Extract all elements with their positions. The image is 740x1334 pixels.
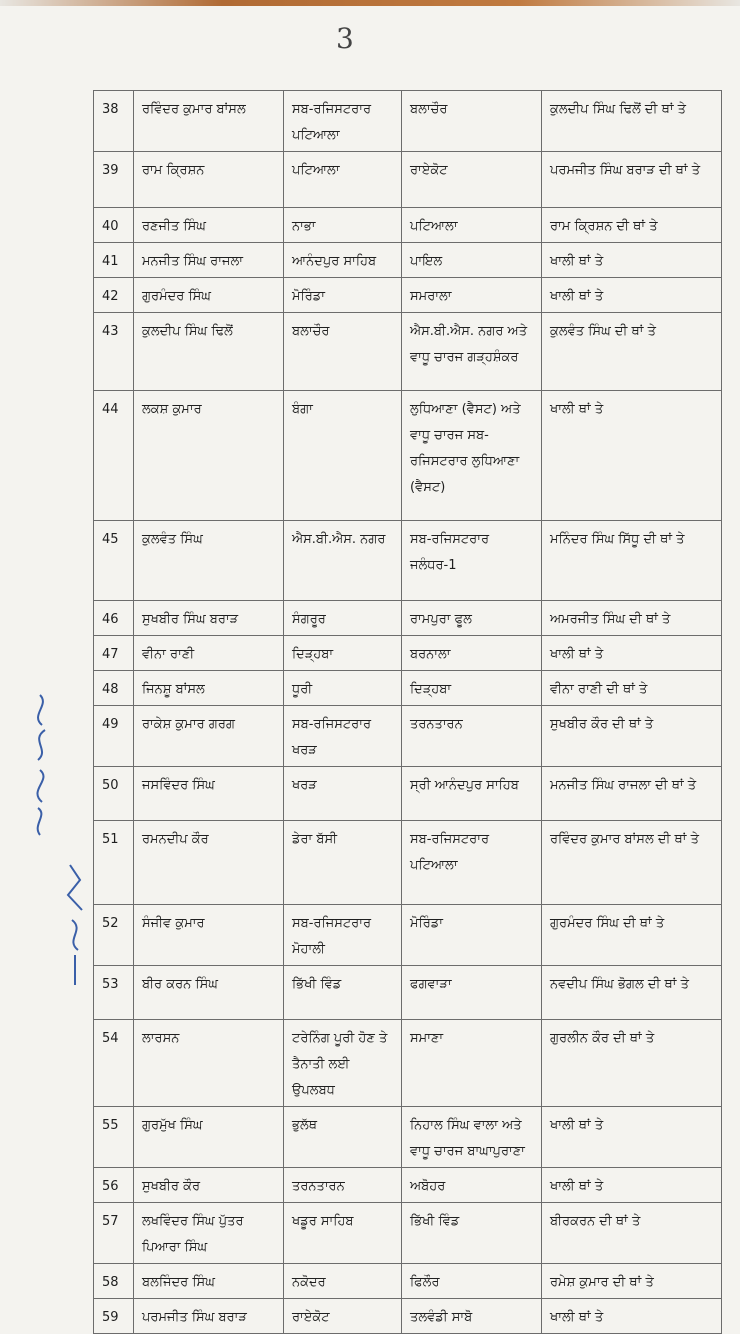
remarks-cell: ਖਾਲੀ ਥਾਂ ਤੇ [542,391,722,521]
table-row [94,636,722,671]
table-row [94,671,722,706]
remarks-cell: ਪਰਮਜੀਤ ਸਿੰਘ ਬਰਾੜ ਦੀ ਥਾਂ ਤੇ [542,152,722,208]
remarks-cell: ਗੁਰਲੀਨ ਕੌਰ ਦੀ ਥਾਂ ਤੇ [542,1020,722,1107]
to-station-cell: ਮੋਰਿੰਡਾ [402,905,542,966]
to-station-cell: ਤਲਵੰਡੀ ਸਾਬੋ [402,1299,542,1334]
table-row [94,767,722,821]
to-station-cell: ਭਿੱਖੀ ਵਿੰਡ [402,1203,542,1264]
from-station-cell: ਸਬ-ਰਜਿਸਟਰਾਰ ਖਰੜ [284,706,402,767]
remarks-cell: ਰਾਮ ਕ੍ਰਿਸ਼ਨ ਦੀ ਥਾਂ ਤੇ [542,208,722,243]
serial-cell: 38 [94,91,134,152]
table-row [94,313,722,391]
to-station-cell: ਦਿੜ੍ਹਬਾ [402,671,542,706]
table-row [94,208,722,243]
name-cell: ਬੀਰ ਕਰਨ ਸਿੰਘ [134,966,284,1020]
to-station-cell: ਬਰਨਾਲਾ [402,636,542,671]
name-cell: ਸੁਖਬੀਰ ਕੌਰ [134,1168,284,1203]
from-station-cell: ਭਿੱਖੀ ਵਿੰਡ [284,966,402,1020]
margin-initials [60,860,90,990]
from-station-cell: ਆਨੰਦਪੁਰ ਸਾਹਿਬ [284,243,402,278]
table-row [94,966,722,1020]
top-edge-strip [0,0,740,6]
to-station-cell: ਐਸ.ਬੀ.ਐਸ. ਨਗਰ ਅਤੇ ਵਾਧੂ ਚਾਰਜ ਗੜ੍ਹਸ਼ੰਕਰ [402,313,542,391]
table-row [94,601,722,636]
from-station-cell: ਡੇਰਾ ਬੱਸੀ [284,821,402,905]
name-cell: ਸੰਜੀਵ ਕੁਮਾਰ [134,905,284,966]
from-station-cell: ਸਬ-ਰਜਿਸਟਰਾਰ ਪਟਿਆਲਾ [284,91,402,152]
from-station-cell: ਮੋਰਿੰਡਾ [284,278,402,313]
name-cell: ਜਿਨਸ਼ੂ ਬਾਂਸਲ [134,671,284,706]
serial-cell: 55 [94,1107,134,1168]
name-cell: ਰਣਜੀਤ ਸਿੰਘ [134,208,284,243]
serial-cell: 45 [94,521,134,601]
from-station-cell: ਰਾਏਕੋਟ [284,1299,402,1334]
to-station-cell: ਸਮਰਾਲਾ [402,278,542,313]
from-station-cell: ਐਸ.ਬੀ.ਐਸ. ਨਗਰ [284,521,402,601]
table-row [94,1299,722,1334]
remarks-cell: ਖਾਲੀ ਥਾਂ ਤੇ [542,1107,722,1168]
name-cell: ਗੁਰਮੰਦਰ ਸਿੰਘ [134,278,284,313]
remarks-cell: ਕੁਲਦੀਪ ਸਿੰਘ ਢਿਲੋਂ ਦੀ ਥਾਂ ਤੇ [542,91,722,152]
name-cell: ਕੁਲਦੀਪ ਸਿੰਘ ਢਿਲੋਂ [134,313,284,391]
table-row [94,278,722,313]
remarks-cell: ਖਾਲੀ ਥਾਂ ਤੇ [542,243,722,278]
table-row [94,1168,722,1203]
name-cell: ਕੁਲਵੰਤ ਸਿੰਘ [134,521,284,601]
serial-cell: 59 [94,1299,134,1334]
remarks-cell: ਖਾਲੀ ਥਾਂ ਤੇ [542,1299,722,1334]
to-station-cell: ਤਰਨਤਾਰਨ [402,706,542,767]
to-station-cell: ਪਟਿਆਲਾ [402,208,542,243]
serial-cell: 52 [94,905,134,966]
remarks-cell: ਅਮਰਜੀਤ ਸਿੰਘ ਦੀ ਥਾਂ ਤੇ [542,601,722,636]
remarks-cell: ਮਨਜੀਤ ਸਿੰਘ ਰਾਜਲਾ ਦੀ ਥਾਂ ਤੇ [542,767,722,821]
table-row [94,1264,722,1299]
name-cell: ਪਰਮਜੀਤ ਸਿੰਘ ਬਰਾੜ [134,1299,284,1334]
remarks-cell: ਸੁਖਬੀਰ ਕੌਰ ਦੀ ਥਾਂ ਤੇ [542,706,722,767]
table-row [94,706,722,767]
serial-cell: 58 [94,1264,134,1299]
from-station-cell: ਨਕੋਦਰ [284,1264,402,1299]
name-cell: ਲਖਵਿੰਦਰ ਸਿੰਘ ਪੁੱਤਰ ਪਿਆਰਾ ਸਿੰਘ [134,1203,284,1264]
table-row [94,91,722,152]
to-station-cell: ਸਬ-ਰਜਿਸਟਰਾਰ ਪਟਿਆਲਾ [402,821,542,905]
remarks-cell: ਵੀਨਾ ਰਾਣੀ ਦੀ ਥਾਂ ਤੇ [542,671,722,706]
name-cell: ਸੁਖਬੀਰ ਸਿੰਘ ਬਰਾੜ [134,601,284,636]
name-cell: ਲਕਸ਼ ਕੁਮਾਰ [134,391,284,521]
table-row [94,821,722,905]
from-station-cell: ਬਲਾਚੌਰ [284,313,402,391]
serial-cell: 41 [94,243,134,278]
from-station-cell: ਨਾਭਾ [284,208,402,243]
from-station-cell: ਧੂਰੀ [284,671,402,706]
table-row [94,905,722,966]
from-station-cell: ਤਰਨਤਾਰਨ [284,1168,402,1203]
from-station-cell: ਪਟਿਆਲਾ [284,152,402,208]
serial-cell: 54 [94,1020,134,1107]
name-cell: ਰਵਿੰਦਰ ਕੁਮਾਰ ਬਾਂਸਲ [134,91,284,152]
name-cell: ਬਲਜਿੰਦਰ ਸਿੰਘ [134,1264,284,1299]
serial-cell: 51 [94,821,134,905]
transfer-table [93,90,722,1334]
table-row [94,391,722,521]
serial-cell: 39 [94,152,134,208]
from-station-cell: ਸੰਗਰੂਰ [284,601,402,636]
serial-cell: 49 [94,706,134,767]
from-station-cell: ਦਿੜ੍ਹਬਾ [284,636,402,671]
to-station-cell: ਅਬੋਹਰ [402,1168,542,1203]
name-cell: ਰਾਮ ਕ੍ਰਿਸ਼ਨ [134,152,284,208]
to-station-cell: ਰਾਮਪੁਰਾ ਫੂਲ [402,601,542,636]
to-station-cell: ਨਿਹਾਲ ਸਿੰਘ ਵਾਲਾ ਅਤੇ ਵਾਧੂ ਚਾਰਜ ਬਾਘਾਪੁਰਾਣਾ [402,1107,542,1168]
from-station-cell: ਖਰੜ [284,767,402,821]
name-cell: ਗੁਰਮੁੱਖ ਸਿੰਘ [134,1107,284,1168]
table-row [94,1203,722,1264]
from-station-cell: ਟਰੇਨਿੰਗ ਪੂਰੀ ਹੋਣ ਤੇ ਤੈਨਾਤੀ ਲਈ ਉਪਲਬਧ [284,1020,402,1107]
serial-cell: 42 [94,278,134,313]
remarks-cell: ਖਾਲੀ ਥਾਂ ਤੇ [542,278,722,313]
to-station-cell: ਫਗਵਾੜਾ [402,966,542,1020]
remarks-cell: ਰਮੇਸ਼ ਕੁਮਾਰ ਦੀ ਥਾਂ ਤੇ [542,1264,722,1299]
serial-cell: 53 [94,966,134,1020]
name-cell: ਰਮਨਦੀਪ ਕੌਰ [134,821,284,905]
table-row [94,1020,722,1107]
serial-cell: 56 [94,1168,134,1203]
remarks-cell: ਗੁਰਮੰਦਰ ਸਿੰਘ ਦੀ ਥਾਂ ਤੇ [542,905,722,966]
table-row [94,1107,722,1168]
name-cell: ਮਨਜੀਤ ਸਿੰਘ ਰਾਜਲਾ [134,243,284,278]
remarks-cell: ਨਵਦੀਪ ਸਿੰਘ ਭੋਗਲ ਦੀ ਥਾਂ ਤੇ [542,966,722,1020]
serial-cell: 43 [94,313,134,391]
from-station-cell: ਬੰਗਾ [284,391,402,521]
to-station-cell: ਬਲਾਚੌਰ [402,91,542,152]
serial-cell: 46 [94,601,134,636]
from-station-cell: ਖਡੂਰ ਸਾਹਿਬ [284,1203,402,1264]
from-station-cell: ਸਬ-ਰਜਿਸਟਰਾਰ ਮੋਹਾਲੀ [284,905,402,966]
remarks-cell: ਕੁਲਵੰਤ ਸਿੰਘ ਦੀ ਥਾਂ ਤੇ [542,313,722,391]
serial-cell: 44 [94,391,134,521]
margin-signature [20,690,60,840]
remarks-cell: ਖਾਲੀ ਥਾਂ ਤੇ [542,636,722,671]
table-row [94,152,722,208]
table-row [94,243,722,278]
serial-cell: 57 [94,1203,134,1264]
table-row [94,521,722,601]
serial-cell: 50 [94,767,134,821]
to-station-cell: ਲੁਧਿਆਣਾ (ਵੈਸਟ) ਅਤੇ ਵਾਧੂ ਚਾਰਜ ਸਬ-ਰਜਿਸਟਰਾਰ ਲੁਧਿਆਣਾ (ਵੈਸਟ) [402,391,542,521]
to-station-cell: ਪਾਇਲ [402,243,542,278]
to-station-cell: ਸਬ-ਰਜਿਸਟਰਾਰ ਜਲੰਧਰ-1 [402,521,542,601]
remarks-cell: ਖਾਲੀ ਥਾਂ ਤੇ [542,1168,722,1203]
serial-cell: 47 [94,636,134,671]
name-cell: ਲਾਰਸਨ [134,1020,284,1107]
remarks-cell: ਮਨਿੰਦਰ ਸਿੰਘ ਸਿੱਧੂ ਦੀ ਥਾਂ ਤੇ [542,521,722,601]
from-station-cell: ਭੁਲੱਥ [284,1107,402,1168]
name-cell: ਰਾਕੇਸ਼ ਕੁਮਾਰ ਗਰਗ [134,706,284,767]
to-station-cell: ਰਾਏਕੋਟ [402,152,542,208]
to-station-cell: ਸ੍ਰੀ ਆਨੰਦਪੁਰ ਸਾਹਿਬ [402,767,542,821]
serial-cell: 48 [94,671,134,706]
to-station-cell: ਸਮਾਣਾ [402,1020,542,1107]
remarks-cell: ਰਵਿੰਦਰ ਕੁਮਾਰ ਬਾਂਸਲ ਦੀ ਥਾਂ ਤੇ [542,821,722,905]
to-station-cell: ਫਿਲੌਰ [402,1264,542,1299]
page-number: 3 [336,22,354,55]
name-cell: ਵੀਨਾ ਰਾਣੀ [134,636,284,671]
serial-cell: 40 [94,208,134,243]
name-cell: ਜਸਵਿੰਦਰ ਸਿੰਘ [134,767,284,821]
remarks-cell: ਬੀਰਕਰਨ ਦੀ ਥਾਂ ਤੇ [542,1203,722,1264]
